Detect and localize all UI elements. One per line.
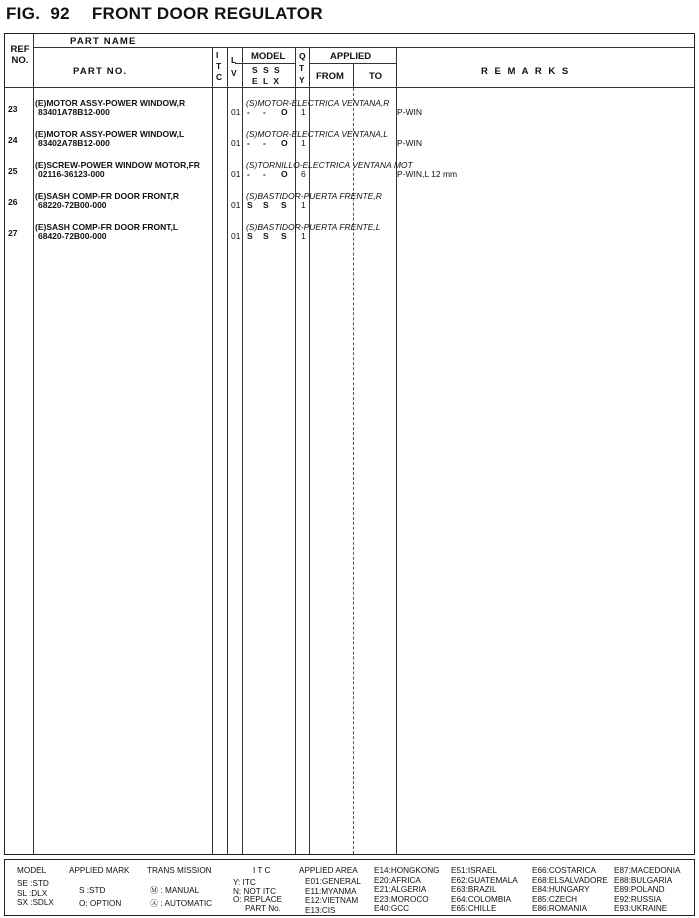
ref-no-header: REF NO. [10, 44, 30, 66]
lv-value: 01 [231, 200, 241, 210]
legend-model-title: MODEL [17, 866, 47, 875]
legend-itc-title: I T C [253, 866, 271, 875]
model-row2-header: E L X [252, 76, 280, 86]
part-number: 68420-72B00-000 [38, 231, 107, 241]
model-sx-value: O [281, 138, 288, 148]
qty-value: 1 [301, 138, 306, 148]
part-name: (E)MOTOR ASSY-POWER WINDOW,L [35, 129, 185, 139]
legend-areas-col3: E51:ISRAEL E62:GUATEMALA E63:BRAZIL E64:COLOMBIA E65:CHILLE [451, 866, 518, 914]
legend-models: SE :STD SL :DLX SX :SDLX [17, 879, 54, 908]
model-se-value: - [247, 138, 250, 148]
legend-areas-col1: E01:GENERAL E11:MYANMA E12:VIETNAM E13:CIS [305, 877, 361, 915]
model-sx-value: O [281, 107, 288, 117]
ref-number: 25 [8, 166, 18, 176]
model-sl-value: - [263, 138, 266, 148]
ref-number: 26 [8, 197, 18, 207]
part-name: (E)SCREW-POWER WINDOW MOTOR,FR [35, 160, 200, 170]
figure-title: FRONT DOOR REGULATOR [91, 4, 323, 23]
part-name: (E)SASH COMP-FR DOOR FRONT,R [35, 191, 180, 201]
legend-trans: Ⓜ : MANUAL Ⓐ : AUTOMATIC [150, 886, 213, 908]
legend-area-title: APPLIED AREA [299, 866, 358, 875]
legend-areas-col5: E87:MACEDONIA E88:BULGARIA E89:POLAND E92:RUSSIA E93:UKRAINE [614, 866, 681, 914]
ref-number: 27 [8, 228, 18, 238]
from-header: FROM [316, 71, 344, 82]
remarks-value: P-WIN [397, 107, 423, 117]
model-se-value: S [247, 231, 253, 241]
model-row1-header: S S S [252, 65, 280, 75]
model-se-value: - [247, 107, 250, 117]
part-number: 68220-72B00-000 [38, 200, 107, 210]
model-sl-value: - [263, 169, 266, 179]
model-header: MODEL [251, 51, 286, 62]
model-se-value: S [247, 200, 253, 210]
qty-value: 6 [301, 169, 306, 179]
legend-box [4, 859, 695, 916]
page-title [6, 4, 323, 24]
model-se-value: - [247, 169, 250, 179]
qty-value: 1 [301, 107, 306, 117]
model-sx-value: S [281, 231, 287, 241]
lv-value: 01 [231, 231, 241, 241]
model-sx-value: O [281, 169, 288, 179]
model-sl-value: - [263, 107, 266, 117]
spanish-name: (S)BASTIDOR-PUERTA FRENTE,R [246, 191, 382, 201]
legend-areas-col4: E66:COSTARICA E68:ELSALVADORE E84:HUNGARY E85:CZECH E86:ROMANIA [532, 866, 608, 914]
model-sl-value: S [263, 231, 269, 241]
part-number: 83402A78B12-000 [38, 138, 110, 148]
model-sx-value: S [281, 200, 287, 210]
lv-value: 01 [231, 107, 241, 117]
applied-header: APPLIED [330, 51, 372, 62]
model-sl-value: S [263, 200, 269, 210]
spanish-name: (S)MOTOR-ELECTRICA VENTANA,L [246, 129, 388, 139]
part-number: 83401A78B12-000 [38, 107, 110, 117]
to-header: TO [369, 71, 383, 82]
lv-header: L V [231, 55, 237, 78]
remarks-value: P-WIN,L 12 mm [397, 169, 458, 179]
lv-value: 01 [231, 138, 241, 148]
legend-areas-col2: E14:HONGKONG E20:AFRICA E21:ALGERIA E23:MOROCO E40:GCC [374, 866, 440, 914]
spanish-name: (S)TORNILLO-ELECTRICA VENTANA MOT [246, 160, 413, 170]
part-name-header: PART NAME [70, 36, 137, 47]
remarks-header: R E M A R K S [481, 66, 571, 77]
qty-value: 1 [301, 200, 306, 210]
ref-number: 23 [8, 104, 18, 114]
spanish-name: (S)MOTOR-ELECTRICA VENTANA,R [246, 98, 390, 108]
legend-marks: S :STD O: OPTION [79, 886, 122, 908]
legend-trans-title: TRANS MISSION [147, 866, 212, 875]
itc-header: I T C [216, 50, 223, 82]
qty-header: Q T Y [299, 51, 306, 85]
part-name: (E)SASH COMP-FR DOOR FRONT,L [35, 222, 179, 232]
legend-itc: Y: ITC N: NOT ITC O: REPLACE PART No. [233, 878, 283, 913]
ref-number: 24 [8, 135, 18, 145]
part-number: 02116-36123-000 [38, 169, 105, 179]
lv-value: 01 [231, 169, 241, 179]
part-no-header: PART NO. [73, 66, 128, 77]
remarks-value: P-WIN [397, 138, 423, 148]
part-name: (E)MOTOR ASSY-POWER WINDOW,R [35, 98, 186, 108]
legend-applied-mark-title: APPLIED MARK [69, 866, 130, 875]
parts-table [4, 33, 695, 855]
qty-value: 1 [301, 231, 306, 241]
figure-number: FIG. 92 [6, 4, 70, 23]
spanish-name: (S)BASTIDOR-PUERTA FRENTE,L [246, 222, 381, 232]
